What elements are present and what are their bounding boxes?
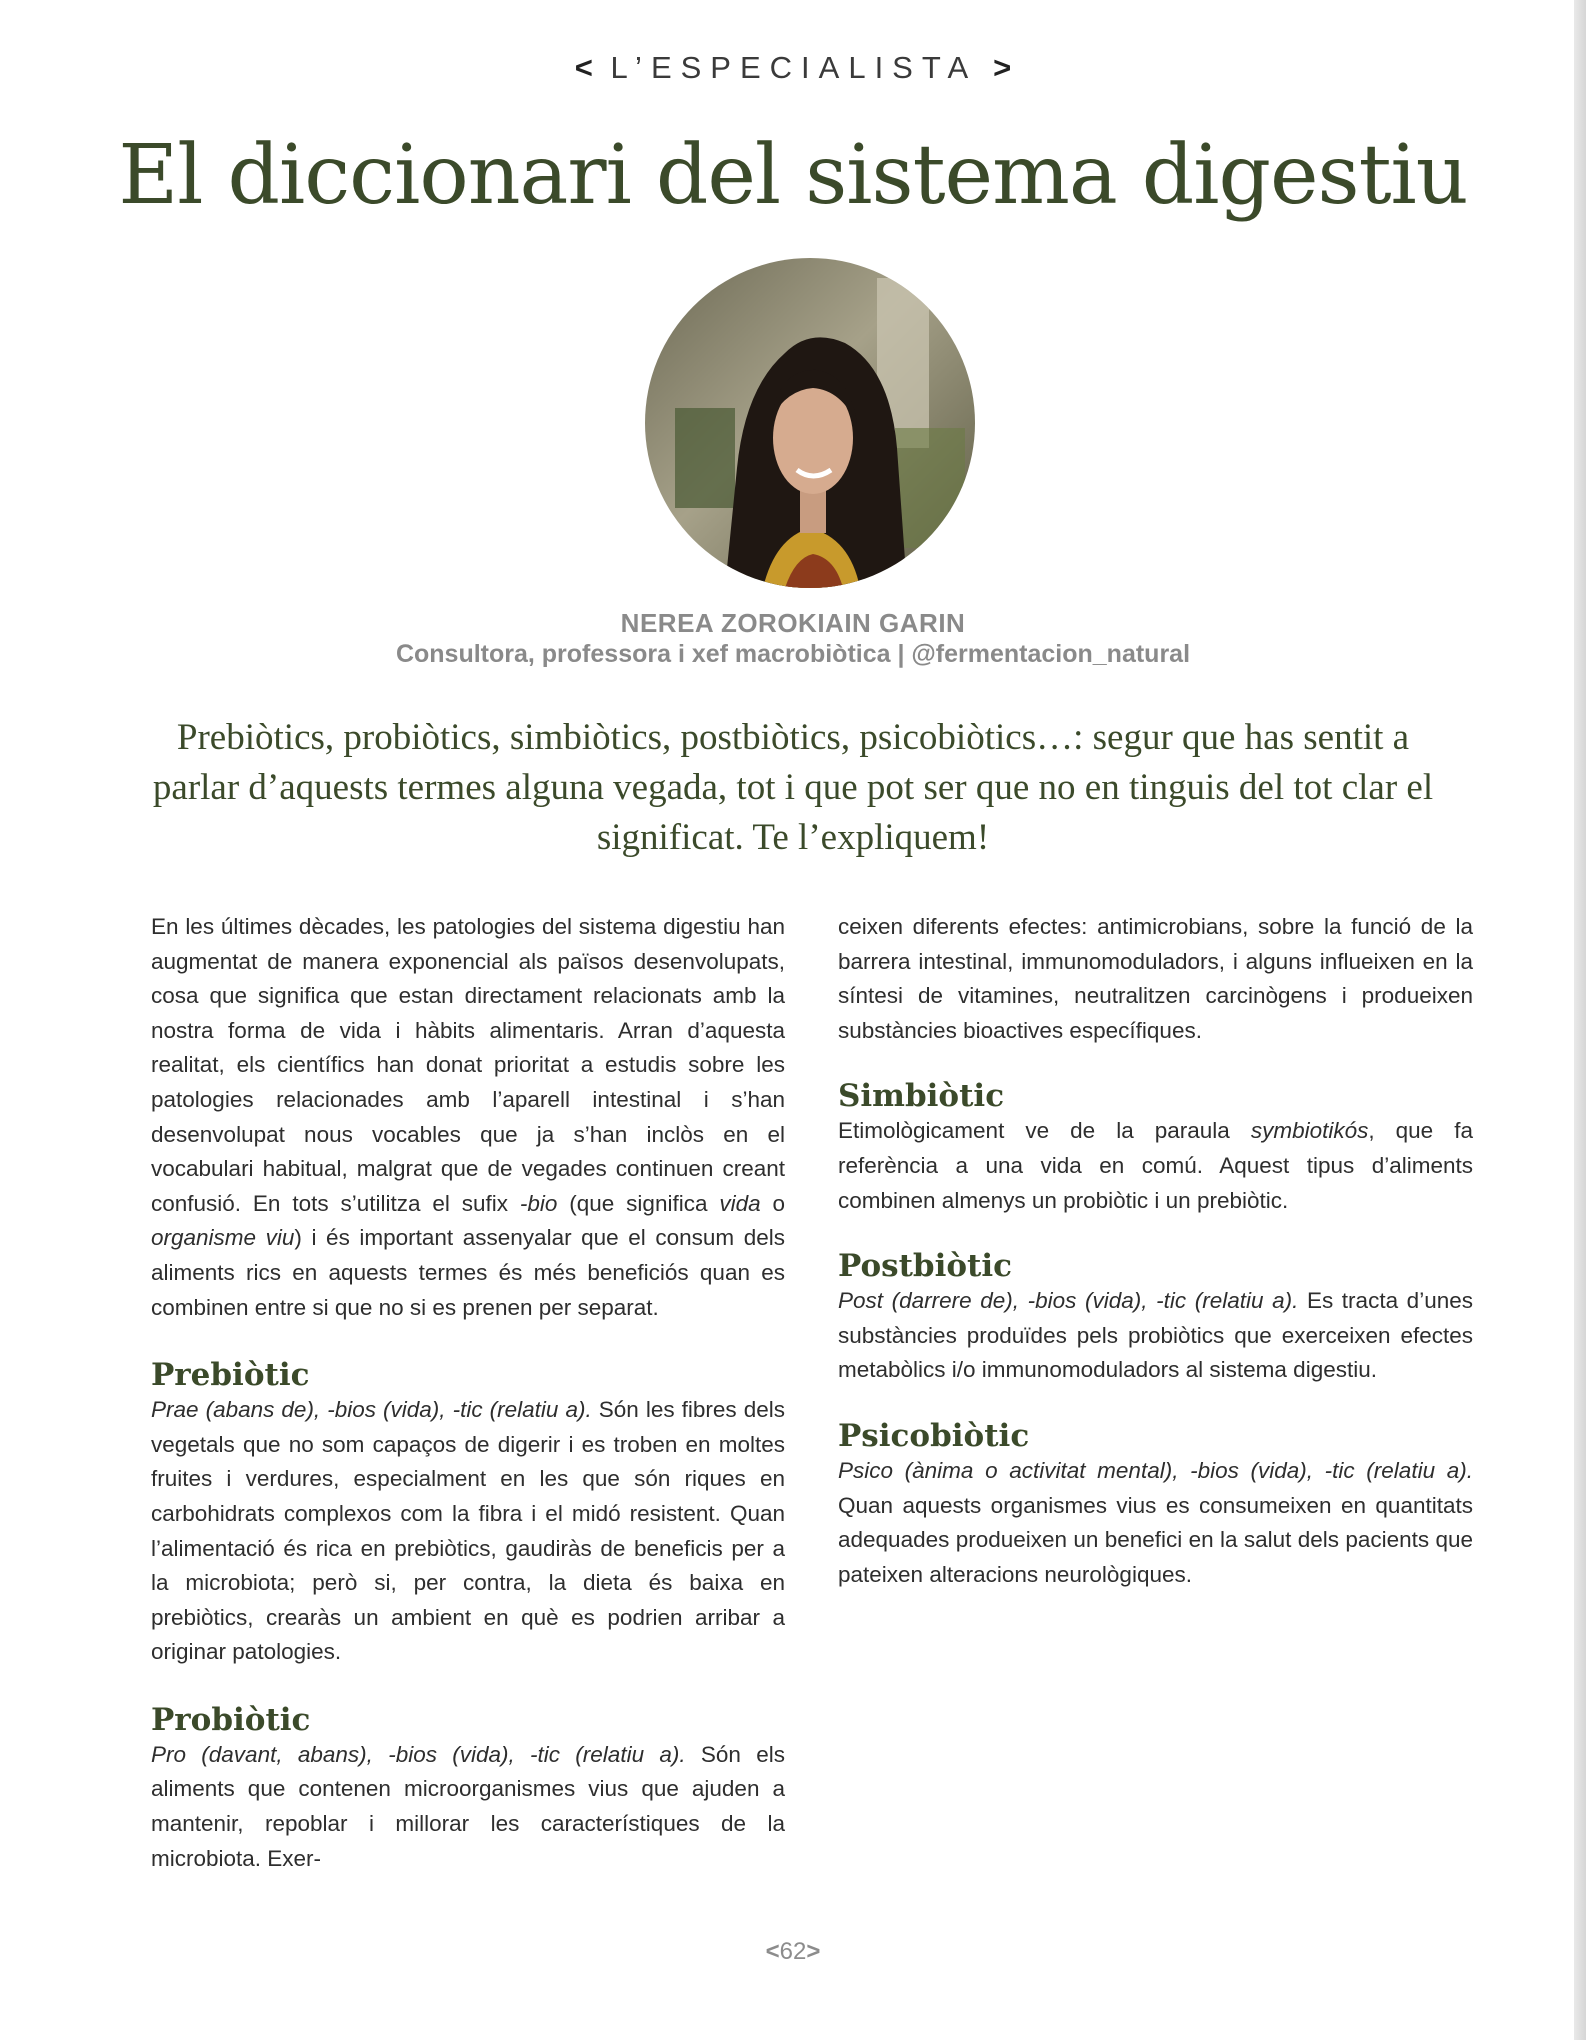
intro-paragraph: En les últimes dècades, les patologies del sistema digestiu han augmentat de manera exponencial als països desenvolupats, cosa que significa que estan directament relacionats amb la nostra forma de vida i hàbits alimentaris. Arran d’aquesta realitat, els científics han donat prioritat a estudis sobre les patologies relacionades amb l’aparell intestinal i s’han desenvolupat nous vocables que ja s’han inclòs en el vocabulari habitual, malgrat que de vegades continuen creant confusió. En tots s’utilitza el sufix -bio (que significa vida o organisme viu) i és important assenyalar que el consum dels aliments rics en aquests termes és més beneficiós quan es combinen entre si que no si es prenen per separat.	[151, 914, 786, 1320]
section-name: L’ESPECIALISTA	[610, 50, 976, 85]
page-number-value: 62	[779, 1938, 807, 1965]
paragraph-postbiotic: Post (darrere de), -bios (vida), -tic (relatiu a). Es tracta d’unes substàncies produïdes pels probiòtics que exerceixen efectes metabòlics i/o immunomoduladors al sistema digestiu.	[838, 1288, 1473, 1383]
chevron-left-icon: <	[574, 50, 593, 85]
paragraph-psicobiotic: Psico (ànima o activitat mental), -bios (vida), -tic (relatiu a). Quan aquests organismes vius es consumeixen en quantitats adequades produeixen un benefici en la salut dels pacients que pateixen alteracions neurològiques.	[838, 1457, 1473, 1587]
heading-postbiotic: Postbiòtic	[838, 1248, 1013, 1285]
page-edge	[1574, 0, 1586, 2040]
chevron-right-icon: >	[993, 50, 1012, 85]
author-portrait	[645, 258, 975, 588]
chevron-right-icon: >	[806, 1938, 821, 1965]
author-role: Consultora, professora i xef macrobiòtica | @fermentacion_natural	[395, 640, 1191, 668]
heading-prebiotic: Prebiòtic	[151, 1357, 310, 1394]
chevron-left-icon: <	[765, 1938, 780, 1965]
paragraph-probiotic-continued: ceixen diferents efectes: antimicrobians, sobre la funció de la barrera intestinal, immunomoduladors, i alguns influeixen en la síntesi de vitamines, neutralitzen carcinògens i produeixen substàncies bioactives específiques.	[838, 914, 1473, 1043]
page-number	[0, 1938, 1586, 1966]
heading-probiotic: Probiòtic	[151, 1701, 311, 1738]
portrait-illustration	[645, 258, 975, 588]
lead-paragraph: Prebiòtics, probiòtics, simbiòtics, postbiòtics, psicobiòtics…: segur que has sentit a parlar d’aquests termes alguna vegada, tot i que pot ser que no en tinguis del tot clar el significat. Te l’expliquem!	[152, 717, 1434, 858]
article-title: El diccionari del sistema digestiu	[118, 128, 1468, 223]
paragraph-probiotic: Pro (davant, abans), -bios (vida), -tic (relatiu a). Són els aliments que contenen microorganismes vius que ajuden a mantenir, repoblar i millorar les característiques de la microbiota. Exer-	[151, 1741, 785, 1871]
column-right	[838, 910, 1473, 1592]
paragraph-simbiotic: Etimològicament ve de la paraula symbiotikós, que fa referència a una vida en comú. Aquest tipus d’aliments combinen almenys un probiòtic i un prebiòtic.	[838, 1118, 1473, 1213]
paragraph-prebiotic: Prae (abans de), -bios (vida), -tic (relatiu a). Són les fibres dels vegetals que no som capaços de digerir i es troben en moltes fruites i verdures, especialment en les que són riques en carbohidrats complexos com la fibra i el midó resistent. Quan l’alimentació és rica en prebiòtics, gaudiràs de beneficis per a la microbiota; però si, per contra, la dieta és baixa en prebiòtics, crearàs un ambient en què es podrien arribar a originar patologies.	[151, 1397, 785, 1665]
author-name: NEREA ZOROKIAIN GARIN	[620, 608, 966, 638]
section-label	[0, 50, 1586, 86]
heading-simbiotic: Simbiòtic	[838, 1078, 1005, 1115]
column-left	[151, 910, 785, 1876]
heading-psicobiotic: Psicobiòtic	[838, 1417, 1030, 1454]
